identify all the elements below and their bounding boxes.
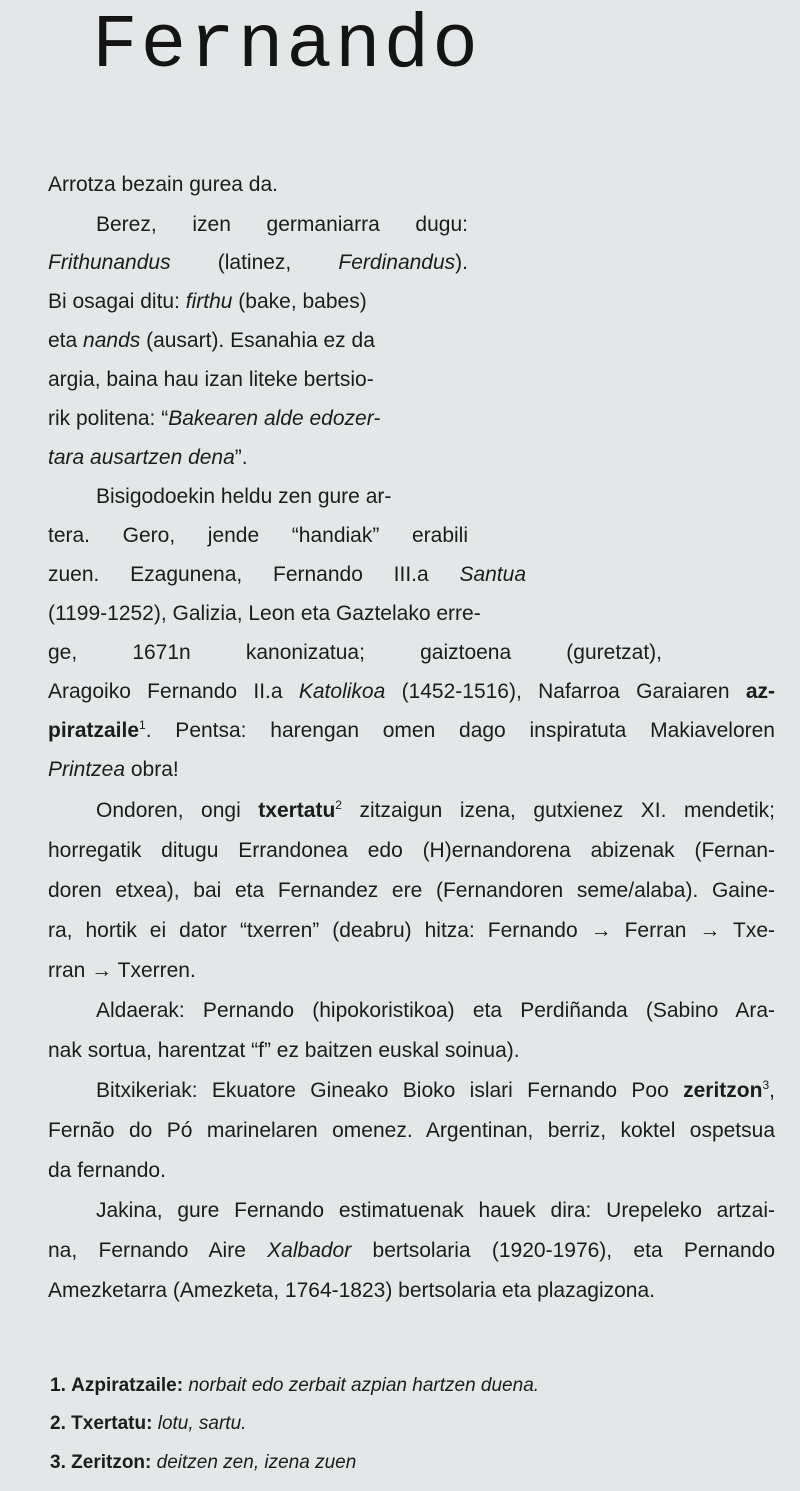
footnote-ref-1: 1 [139,718,146,732]
text: Arrotza bezain gurea da. [48,173,278,196]
footnote-definition: deitzen zen, izena zuen [156,1452,357,1473]
text: rran → Txerren. [48,959,196,982]
italic-term: Frithunandus [48,251,171,274]
body-line [48,288,468,316]
text: Berez, izen germaniarra dugu: [96,213,468,236]
body-line [48,600,528,628]
footnote-definition: lotu, sartu. [157,1413,247,1434]
body-line [48,837,775,865]
text: (1452-1516), Nafarroa Garaiaren [385,680,746,703]
footnote-number: 2. [50,1413,66,1434]
text: (ausart). Esanahia ez da [140,329,375,352]
footnote-ref-3: 3 [762,1078,770,1092]
text: (latinez, [170,251,339,274]
text: ge, 1671n kanonizatua; gaiztoena (guretzat), [48,641,662,664]
text: tera. Gero, jende “handiak” erabili [48,524,468,547]
text: ). [455,251,468,274]
italic-term: Katolikoa [298,680,386,703]
body-line [48,483,468,511]
body-line [48,211,468,239]
footnote-term: Azpiratzaile: [71,1375,184,1396]
body-line [48,639,662,667]
footnote-3 [50,1450,356,1476]
bold-term: zeritzon [683,1079,763,1102]
body-line [48,522,468,550]
bold-term: az- [745,680,775,703]
body-line [48,877,775,905]
body-line [48,1197,775,1225]
text: zitzaigun izena, gutxienez XI. mendetik; [341,799,775,822]
body-line [48,917,775,945]
text: da fernando. [48,1159,166,1182]
body-line [48,327,468,355]
text: bertsolaria (1920-1976), eta Pernando [351,1239,775,1262]
body-line [48,717,775,745]
text: . Pentsa: harengan omen dago inspiratuta Makiaveloren [145,719,775,742]
text: obra! [125,758,179,781]
text: argia, baina hau izan liteke bertsio- [48,368,374,391]
text: eta [48,329,84,352]
text: Bisigodoekin heldu zen gure ar- [96,485,392,508]
body-line [48,171,468,199]
italic-term: firthu [185,290,233,313]
text: Aragoiko Fernando II.a [48,680,299,703]
text: Amezketarra (Amezketa, 1764-1823) bertsolaria eta plazagizona. [48,1279,655,1302]
text: (bake, babes) [232,290,367,313]
footnote-term: Txertatu: [71,1413,153,1434]
text: (1199-1252), Galizia, Leon eta Gaztelako erre- [48,602,481,625]
bold-term: txertatu [258,799,336,822]
text: zuen. Ezagunena, Fernando III.a [48,563,460,586]
text: nak sortua, harentzat “f” ez baitzen euskal soinua). [48,1039,520,1062]
body-line [48,1037,775,1065]
text: rik politena: “ [48,407,169,430]
footnote-2 [50,1411,246,1437]
body-line [48,1237,775,1265]
body-line [48,957,775,985]
italic-quote: Bakearen alde edozer- [168,407,381,430]
bold-term: piratzaile [48,719,140,742]
footnote-number: 3. [50,1452,66,1473]
body-line [48,405,468,433]
body-line [48,678,775,706]
text: Fernão do Pó marinelaren omenez. Argentinan, berriz, koktel ospetsua [48,1119,775,1142]
body-line [48,249,468,277]
body-line [48,1077,775,1105]
body-line [48,756,775,784]
text: Ondoren, ongi [96,799,259,822]
text: ”. [234,446,248,469]
body-line [48,797,775,825]
italic-term: Xalbador [267,1239,352,1262]
body-line [48,1157,775,1185]
body-line [48,366,468,394]
italic-quote: tara ausartzen dena [48,446,235,469]
body-line [48,1277,775,1305]
text: na, Fernando Aire [48,1239,268,1262]
footnote-1 [50,1373,539,1399]
body-line [48,1117,775,1145]
body-line [48,561,526,589]
text: ra, hortik ei dator “txerren” (deabru) hitza: Fernando → Ferran → Txe- [48,919,775,942]
body-line [48,997,775,1025]
text: , [769,1079,775,1102]
text: horregatik ditugu Errandonea edo (H)ernandorena abizenak (Fernan- [48,839,775,862]
page-title: Fernando [92,3,481,89]
text: Jakina, gure Fernando estimatuenak hauek dira: Urepeleko artzai- [96,1199,775,1222]
text: Aldaerak: Pernando (hipokoristikoa) eta Perdiñanda (Sabino Ara- [96,999,775,1022]
italic-term: Santua [459,563,526,586]
text: Bitxikeriak: Ekuatore Gineako Bioko islari Fernando Poo [96,1079,684,1102]
text: doren etxea), bai eta Fernandez ere (Fernandoren seme/alaba). Gaine- [48,879,775,902]
text: Bi osagai ditu: [48,290,186,313]
italic-term: Ferdinandus [338,251,456,274]
footnote-definition: norbait edo zerbait azpian hartzen duena. [188,1375,540,1396]
footnote-ref-2: 2 [335,798,342,812]
italic-term: nands [83,329,141,352]
footnote-number: 1. [50,1375,66,1396]
footnote-term: Zeritzon: [71,1452,152,1473]
italic-term: Printzea [48,758,126,781]
body-line [48,444,468,472]
